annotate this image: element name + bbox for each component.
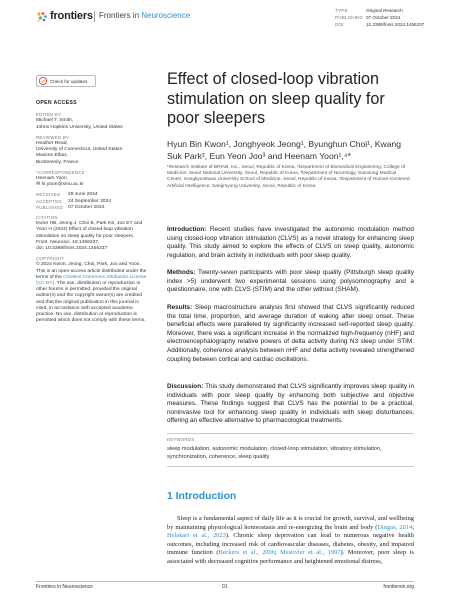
- abstract-results-text: Sleep macrostructure analysis first showed that CLVS significantly reduced the total time, proportion, and average duration of waking after sleep onset. These beneficial effects were paralleled by significantly increased self-reported sleep quality. Moreover, there was a significant increase in the normalized high-frequency (nHF) and electroencephalography relative powers of delta activity during N3 sleep under STIM. Additionally, coherence analysis between nHF and delta activity revealed strengthened coupling between cortical and cardiac oscillations.: [167, 304, 414, 363]
- copyright-text-1: © 2024 Kwon, Jeong, Choi, Park, Joo and Yoon. This is an open-access article distributed under the terms of the: [36, 262, 147, 280]
- reference-link-mestivier[interactable]: Mestivier et al., 1997: [280, 549, 341, 557]
- accepted-date: 24 September 2024: [68, 198, 111, 204]
- citation: Kwon HB, Jeong J, Choi B, Park KS, Joo EY and Yoon H (2024) Effect of closed-loop vibration stimulation on sleep quality for poor sleepers. Front. Neurosci. 18:1456237. doi: 10.3389/fnins.2024.1456237: [36, 221, 143, 252]
- affiliations: ¹Research Institute of BRIAB, Inc., Seoul, Republic of Korea, ²Department of Biomedical Engineering, College of Medicine, Seoul National University, Seoul, Republic of Korea, ³Department of Neurology, Samsung Medical Center, Sungkyunkwan University School of Medicine, Seoul, Republic of Korea, ⁴Department of Human-Centered Artificial Intelligence, Sangmyung University, Seoul, Republic of Korea: [167, 165, 410, 189]
- journal-name: [99, 11, 190, 20]
- received-label-text: RECEIVED: [36, 192, 61, 198]
- edited-by: Michael T. Smith, Johns Hopkins University, United States: [36, 118, 123, 130]
- keywords: sleep modulation, autonomic modulation, closed-loop stimulation, vibratory stimulation, synchronization, coherence, sleep quality: [167, 446, 382, 460]
- reference-link-helakari[interactable]: Helakari et al., 2023: [167, 532, 226, 540]
- page-number: 01: [222, 584, 228, 590]
- abstract-intro-text: Recent studies have investigated the autonomic modulation method using closed-loop vibration stimulation (CLVS) as a novel strategy for enhancing sleep quality. This study aimed to explore the effects of CLVS on sleep quality, autonomic regulation, and brain activity in individuals with poor sleep quality.: [167, 226, 414, 259]
- body-paragraph: [167, 515, 414, 567]
- abstract-results: [167, 304, 414, 364]
- received-date: 28 June 2024: [68, 192, 98, 198]
- reviewed-by: Heather Read, University of Connecticut, United States Maxime Elbaz, BioSerenity, France: [36, 141, 123, 165]
- abstract-discussion-text: This study demonstrated that CLVS significantly improves sleep quality in individuals with poor sleep quality by enhancing both subjective and objective measures. These findings suggest that CLVS has the potential to be a practical, noninvasive tool for enhancing sleep quality in individuals with sleep disturbances, offering an effective alternative to pharmacological treatments.: [167, 383, 414, 425]
- body-text-1: Sleep is a fundamental aspect of daily life as it is crucial for growth, survival, and wellbeing by maintaining physiological homeostasis and re-energizing the brain and body (: [167, 515, 414, 531]
- keywords-bottom-divider: [167, 466, 414, 467]
- abstract-discussion: [167, 383, 414, 426]
- article-meta: [335, 7, 424, 28]
- published-side-label-text: PUBLISHED: [36, 204, 64, 210]
- correspondence-label: *CORRESPONDENCE: [36, 169, 85, 175]
- sidebar: [36, 100, 148, 325]
- type-value: Original Research: [366, 8, 403, 13]
- correspondence[interactable]: Heenam Yoon ✉ hr.yoon@smu.ac.kr: [36, 176, 84, 188]
- abstract-methods-label: Methods:: [167, 269, 196, 276]
- type-label: TYPE: [335, 8, 348, 13]
- footer-website-link[interactable]: frontiersin.org: [383, 584, 414, 590]
- abstract-introduction: [167, 226, 414, 260]
- footer-divider: [36, 581, 414, 582]
- copyright-label: COPYRIGHT: [36, 256, 65, 262]
- copyright: [36, 262, 148, 324]
- abstract-intro-label: Introduction:: [167, 226, 207, 233]
- author-list: Hyun Bin Kwon¹, Jonghyeok Jeong¹, Byunghun Choi¹, Kwang Suk Park², Eun Yeon Joo³ and Heenam Yoon¹,⁴*: [167, 139, 402, 161]
- reference-link-beckers[interactable]: Beckers et al., 2006: [218, 549, 275, 557]
- reviewed-by-label: REVIEWED BY: [36, 134, 70, 140]
- abstract-methods: [167, 269, 414, 295]
- accepted-label-text: ACCEPTED: [36, 198, 62, 204]
- check-for-updates-label: Check for updates: [50, 78, 88, 84]
- article-title: Effect of closed-loop vibration stimulation on sleep quality for poor sleepers: [167, 70, 385, 127]
- published-side-date: 07 October 2024: [68, 204, 105, 210]
- update-check-icon: [39, 77, 47, 85]
- abstract-discussion-label: Discussion:: [167, 383, 204, 390]
- citation-label: CITATION: [36, 215, 58, 221]
- published-value: 07 October 2024: [366, 15, 401, 20]
- body-text-5: ). Moreover, poor sleep is associated with decreased cognitive performance and heightened emotional distress,: [167, 549, 415, 565]
- open-access-label: OPEN ACCESS: [36, 100, 77, 106]
- reference-link-dingus[interactable]: Dingus, 2014: [377, 523, 413, 531]
- abstract-methods-text: Twenty-seven participants with poor sleep quality (Pittsburgh sleep quality index >5) underwent two experimental sessions using polysomnography and a questionnaire, one with CLVS (STIM) and the other without (SHAM).: [167, 269, 414, 294]
- body-text-2: ;: [412, 523, 414, 531]
- copyright-text-2: . The use, distribution or reproduction in other forums is permitted, provided the original author(s) and the copyright owner(s) are credited and that the original publication in this journal is cited, in accordance with accepted academic practice. No use, distribution or reproduction is permitted which does not comply with these terms.: [36, 281, 146, 324]
- section-heading-introduction: 1 Introduction: [167, 491, 237, 502]
- keywords-label: KEYWORDS: [167, 437, 195, 442]
- doi-label: DOI: [335, 22, 344, 27]
- brand-name: frontiers: [50, 10, 93, 22]
- body-text-4: ;: [274, 549, 281, 557]
- published-side-label: [36, 205, 148, 211]
- footer-journal: Frontiers in Neuroscience: [36, 584, 93, 590]
- cc-by-link[interactable]: Creative Commons Attribution License (CC BY): [36, 274, 147, 287]
- abstract-results-label: Results:: [167, 304, 193, 311]
- body-text-3: ). Chronic sleep deprivation can lead to numerous negative health outcomes, including increased risk of cardiovascular diseases, diabetes, obesity, and impaired immune function (: [167, 532, 414, 557]
- keywords-divider: [167, 433, 414, 434]
- header-divider: [94, 11, 95, 22]
- journal-prefix: Frontiers in: [99, 11, 140, 20]
- journal-field: Neuroscience: [141, 11, 191, 20]
- frontiers-logo-icon: [36, 11, 48, 23]
- published-label: PUBLISHED: [335, 15, 363, 20]
- check-for-updates-button[interactable]: [36, 75, 96, 87]
- doi-value[interactable]: 10.3389/fnins.2024.1456237: [366, 22, 425, 27]
- edited-by-label: EDITED BY: [36, 112, 62, 118]
